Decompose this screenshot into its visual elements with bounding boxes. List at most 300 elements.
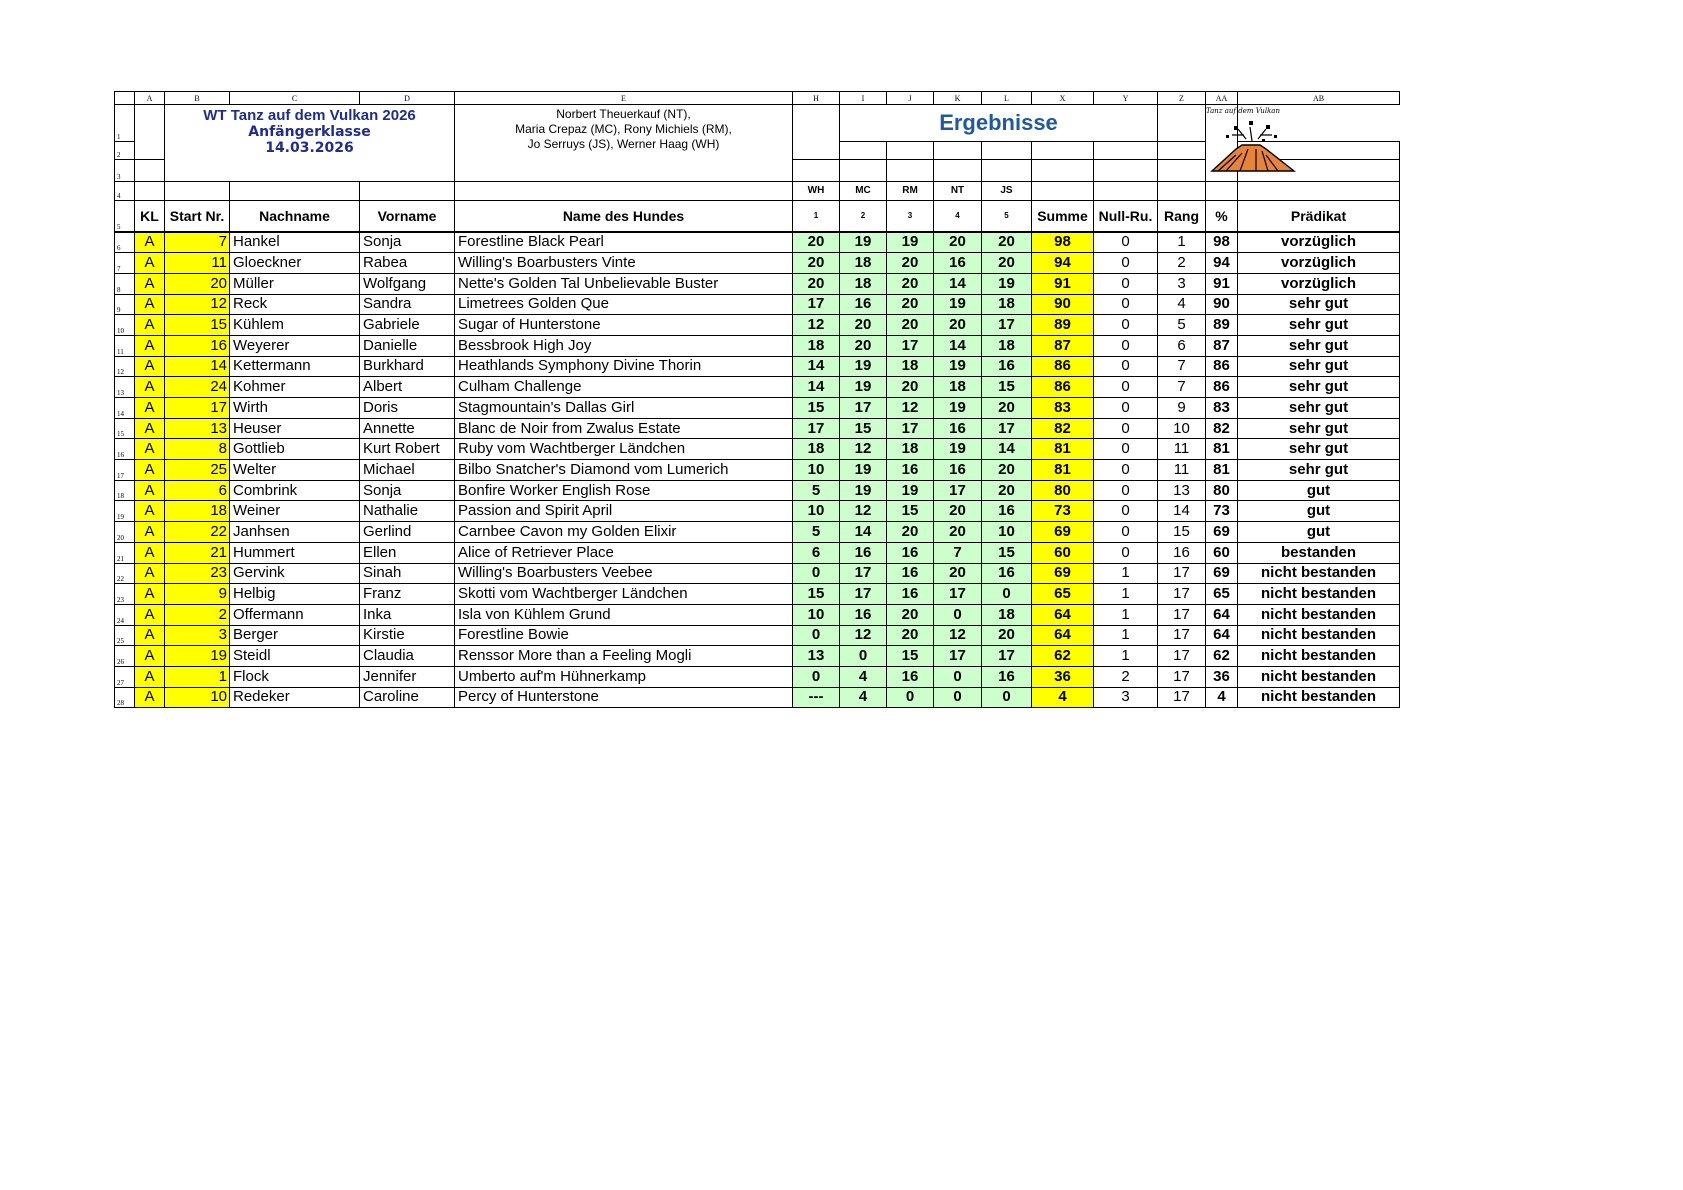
praedikat-cell: sehr gut: [1238, 335, 1400, 356]
praedikat-cell: nicht bestanden: [1238, 604, 1400, 625]
row-number: 11: [115, 335, 135, 356]
score-rm-cell: 16: [887, 542, 934, 563]
start-nr-cell: 7: [165, 232, 230, 253]
row-number: 9: [115, 294, 135, 315]
row-number: 8: [115, 273, 135, 294]
score-wh-cell: 13: [793, 646, 840, 667]
nachname-cell: Offermann: [230, 604, 360, 625]
summe-cell: 87: [1032, 335, 1094, 356]
vorname-cell: Sonja: [360, 232, 455, 253]
dog-name-cell: Percy of Hunterstone: [455, 687, 793, 708]
row-number: 19: [115, 501, 135, 522]
score-mc-cell: 18: [840, 273, 887, 294]
row-number: 4: [115, 182, 135, 201]
row-number: 23: [115, 584, 135, 605]
vorname-cell: Michael: [360, 460, 455, 481]
null-ru-cell: 0: [1094, 273, 1158, 294]
dog-name-cell: Bessbrook High Joy: [455, 335, 793, 356]
empty-cell: [1158, 182, 1206, 201]
rang-cell: 13: [1158, 480, 1206, 501]
summe-cell: 83: [1032, 398, 1094, 419]
null-ru-cell: 0: [1094, 232, 1158, 253]
column-letter: AA: [1206, 92, 1238, 105]
rang-cell: 1: [1158, 232, 1206, 253]
score-nt-cell: 16: [934, 418, 982, 439]
percent-cell: 65: [1206, 584, 1238, 605]
rang-cell: 17: [1158, 584, 1206, 605]
header-rang: Rang: [1158, 201, 1206, 232]
score-mc-cell: 20: [840, 315, 887, 336]
vorname-cell: Kirstie: [360, 625, 455, 646]
rang-cell: 7: [1158, 356, 1206, 377]
score-wh-cell: 17: [793, 418, 840, 439]
vorname-cell: Wolfgang: [360, 273, 455, 294]
dog-name-cell: Forestline Bowie: [455, 625, 793, 646]
score-js-cell: 19: [982, 273, 1032, 294]
row-number: 20: [115, 522, 135, 543]
row-number: 6: [115, 232, 135, 253]
praedikat-cell: sehr gut: [1238, 294, 1400, 315]
score-mc-cell: 4: [840, 666, 887, 687]
vorname-cell: Jennifer: [360, 666, 455, 687]
dog-name-cell: Nette's Golden Tal Unbelievable Buster: [455, 273, 793, 294]
score-mc-cell: 19: [840, 356, 887, 377]
column-letter: C: [230, 92, 360, 105]
rang-cell: 6: [1158, 335, 1206, 356]
empty-cell: [1094, 182, 1158, 201]
summe-cell: 60: [1032, 542, 1094, 563]
score-rm-cell: 20: [887, 253, 934, 274]
score-nt-cell: 7: [934, 542, 982, 563]
praedikat-cell: vorzüglich: [1238, 232, 1400, 253]
table-row: [115, 501, 1400, 522]
praedikat-cell: vorzüglich: [1238, 253, 1400, 274]
header-praedikat: Prädikat: [1238, 201, 1400, 232]
kl-cell: A: [135, 625, 165, 646]
table-row: [115, 356, 1400, 377]
header-hund: Name des Hundes: [455, 201, 793, 232]
score-mc-cell: 16: [840, 542, 887, 563]
score-nt-cell: 20: [934, 501, 982, 522]
score-js-cell: 18: [982, 294, 1032, 315]
summe-cell: 64: [1032, 604, 1094, 625]
judges-list: [455, 105, 793, 160]
score-nt-cell: 16: [934, 253, 982, 274]
dog-name-cell: Heathlands Symphony Divine Thorin: [455, 356, 793, 377]
results-title: Ergebnisse: [840, 105, 1158, 142]
start-nr-cell: 18: [165, 501, 230, 522]
null-ru-cell: 0: [1094, 418, 1158, 439]
nachname-cell: Helbig: [230, 584, 360, 605]
header-null-ru: Null-Ru.: [1094, 201, 1158, 232]
dog-name-cell: Blanc de Noir from Zwalus Estate: [455, 418, 793, 439]
summe-cell: 62: [1032, 646, 1094, 667]
empty-cell: [135, 160, 165, 182]
start-nr-cell: 23: [165, 563, 230, 584]
vorname-cell: Kurt Robert: [360, 439, 455, 460]
percent-cell: 69: [1206, 563, 1238, 584]
judge-code: WH: [793, 182, 840, 201]
table-row: [115, 273, 1400, 294]
score-rm-cell: 20: [887, 315, 934, 336]
score-js-cell: 20: [982, 232, 1032, 253]
score-rm-cell: 20: [887, 625, 934, 646]
percent-cell: 36: [1206, 666, 1238, 687]
start-nr-cell: 8: [165, 439, 230, 460]
null-ru-cell: 0: [1094, 356, 1158, 377]
score-mc-cell: 17: [840, 398, 887, 419]
nachname-cell: Kettermann: [230, 356, 360, 377]
row-number: 22: [115, 563, 135, 584]
column-letter: I: [840, 92, 887, 105]
score-nt-cell: 20: [934, 563, 982, 584]
table-row: [115, 687, 1400, 708]
corner-cell: [115, 92, 135, 105]
judge-codes-row: [115, 182, 1400, 201]
summe-cell: 86: [1032, 377, 1094, 398]
table-row: [115, 646, 1400, 667]
rang-cell: 4: [1158, 294, 1206, 315]
nachname-cell: Welter: [230, 460, 360, 481]
score-rm-cell: 19: [887, 480, 934, 501]
start-nr-cell: 11: [165, 253, 230, 274]
rang-cell: 14: [1158, 501, 1206, 522]
header-summe: Summe: [1032, 201, 1094, 232]
table-row: [115, 335, 1400, 356]
percent-cell: 89: [1206, 315, 1238, 336]
score-wh-cell: 14: [793, 377, 840, 398]
praedikat-cell: sehr gut: [1238, 418, 1400, 439]
percent-cell: 98: [1206, 232, 1238, 253]
judge-number: 1: [793, 201, 840, 232]
null-ru-cell: 0: [1094, 480, 1158, 501]
null-ru-cell: 1: [1094, 584, 1158, 605]
score-nt-cell: 20: [934, 522, 982, 543]
score-js-cell: 18: [982, 604, 1032, 625]
nachname-cell: Hankel: [230, 232, 360, 253]
summe-cell: 65: [1032, 584, 1094, 605]
judge-number: 5: [982, 201, 1032, 232]
empty-cell: [1206, 182, 1238, 201]
percent-cell: 87: [1206, 335, 1238, 356]
nachname-cell: Wirth: [230, 398, 360, 419]
rang-cell: 10: [1158, 418, 1206, 439]
column-letter: E: [455, 92, 793, 105]
null-ru-cell: 0: [1094, 460, 1158, 481]
score-nt-cell: 0: [934, 604, 982, 625]
header-nachname: Nachname: [230, 201, 360, 232]
vorname-cell: Albert: [360, 377, 455, 398]
event-title: [165, 105, 455, 160]
column-letter: J: [887, 92, 934, 105]
rang-cell: 17: [1158, 687, 1206, 708]
praedikat-cell: gut: [1238, 480, 1400, 501]
row-number: 1: [115, 105, 135, 142]
score-js-cell: 20: [982, 253, 1032, 274]
summe-cell: 82: [1032, 418, 1094, 439]
column-letter: H: [793, 92, 840, 105]
score-js-cell: 17: [982, 418, 1032, 439]
start-nr-cell: 15: [165, 315, 230, 336]
empty-cell: [230, 182, 360, 201]
column-letter: A: [135, 92, 165, 105]
score-wh-cell: ---: [793, 687, 840, 708]
judges-line-2: Maria Crepaz (MC), Rony Michiels (RM),: [515, 122, 732, 136]
score-wh-cell: 20: [793, 273, 840, 294]
table-row: [115, 625, 1400, 646]
logo-caption: Tanz auf dem Vulkan: [1206, 107, 1280, 115]
kl-cell: A: [135, 398, 165, 419]
summe-cell: 64: [1032, 625, 1094, 646]
score-js-cell: 20: [982, 398, 1032, 419]
kl-cell: A: [135, 460, 165, 481]
score-mc-cell: 19: [840, 460, 887, 481]
rang-cell: 17: [1158, 625, 1206, 646]
score-js-cell: 16: [982, 356, 1032, 377]
header-row-1: [115, 105, 1400, 142]
row-number: 25: [115, 625, 135, 646]
empty-cell: [135, 105, 165, 142]
row-number: 15: [115, 418, 135, 439]
empty-cell: [1094, 142, 1158, 160]
vorname-cell: Claudia: [360, 646, 455, 667]
dog-name-cell: Skotti vom Wachtberger Ländchen: [455, 584, 793, 605]
percent-cell: 91: [1206, 273, 1238, 294]
nachname-cell: Gottlieb: [230, 439, 360, 460]
vorname-cell: Annette: [360, 418, 455, 439]
percent-cell: 62: [1206, 646, 1238, 667]
score-rm-cell: 15: [887, 501, 934, 522]
rang-cell: 17: [1158, 563, 1206, 584]
empty-cell: [1158, 160, 1206, 182]
kl-cell: A: [135, 315, 165, 336]
praedikat-cell: nicht bestanden: [1238, 625, 1400, 646]
null-ru-cell: 0: [1094, 439, 1158, 460]
row-number: 5: [115, 201, 135, 232]
dog-name-cell: Bilbo Snatcher's Diamond vom Lumerich: [455, 460, 793, 481]
score-rm-cell: 18: [887, 439, 934, 460]
empty-cell: [360, 182, 455, 201]
score-js-cell: 10: [982, 522, 1032, 543]
vorname-cell: Rabea: [360, 253, 455, 274]
score-nt-cell: 14: [934, 273, 982, 294]
start-nr-cell: 25: [165, 460, 230, 481]
score-nt-cell: 0: [934, 687, 982, 708]
score-nt-cell: 20: [934, 232, 982, 253]
score-mc-cell: 19: [840, 480, 887, 501]
percent-cell: 4: [1206, 687, 1238, 708]
summe-cell: 80: [1032, 480, 1094, 501]
empty-cell: [840, 142, 887, 160]
null-ru-cell: 0: [1094, 253, 1158, 274]
kl-cell: A: [135, 480, 165, 501]
score-rm-cell: 20: [887, 273, 934, 294]
score-js-cell: 20: [982, 460, 1032, 481]
vorname-cell: Franz: [360, 584, 455, 605]
start-nr-cell: 12: [165, 294, 230, 315]
nachname-cell: Hummert: [230, 542, 360, 563]
rang-cell: 17: [1158, 646, 1206, 667]
table-row: [115, 439, 1400, 460]
start-nr-cell: 2: [165, 604, 230, 625]
score-nt-cell: 17: [934, 584, 982, 605]
score-rm-cell: 16: [887, 584, 934, 605]
dog-name-cell: Willing's Boarbusters Vinte: [455, 253, 793, 274]
score-mc-cell: 15: [840, 418, 887, 439]
kl-cell: A: [135, 377, 165, 398]
kl-cell: A: [135, 356, 165, 377]
score-js-cell: 14: [982, 439, 1032, 460]
score-rm-cell: 20: [887, 377, 934, 398]
summe-cell: 69: [1032, 522, 1094, 543]
table-row: [115, 666, 1400, 687]
empty-cell: [1032, 182, 1094, 201]
score-wh-cell: 20: [793, 253, 840, 274]
score-mc-cell: 16: [840, 604, 887, 625]
score-js-cell: 16: [982, 563, 1032, 584]
judge-number: 3: [887, 201, 934, 232]
empty-cell: [1094, 160, 1158, 182]
nachname-cell: Weyerer: [230, 335, 360, 356]
empty-cell: [934, 160, 982, 182]
empty-cell: [982, 160, 1032, 182]
nachname-cell: Combrink: [230, 480, 360, 501]
row-number: 18: [115, 480, 135, 501]
praedikat-cell: sehr gut: [1238, 439, 1400, 460]
dog-name-cell: Umberto auf'm Hühnerkamp: [455, 666, 793, 687]
column-letter: L: [982, 92, 1032, 105]
score-rm-cell: 20: [887, 294, 934, 315]
column-letter: K: [934, 92, 982, 105]
empty-cell: [934, 142, 982, 160]
score-wh-cell: 0: [793, 625, 840, 646]
null-ru-cell: 2: [1094, 666, 1158, 687]
kl-cell: A: [135, 335, 165, 356]
table-row: [115, 418, 1400, 439]
praedikat-cell: bestanden: [1238, 542, 1400, 563]
kl-cell: A: [135, 646, 165, 667]
event-name: WT Tanz auf dem Vulkan 2026: [203, 107, 416, 124]
header-kl: KL: [135, 201, 165, 232]
score-rm-cell: 20: [887, 604, 934, 625]
table-row: [115, 460, 1400, 481]
praedikat-cell: gut: [1238, 522, 1400, 543]
score-js-cell: 0: [982, 687, 1032, 708]
percent-cell: 83: [1206, 398, 1238, 419]
table-row: [115, 542, 1400, 563]
rang-cell: 16: [1158, 542, 1206, 563]
praedikat-cell: gut: [1238, 501, 1400, 522]
score-rm-cell: 0: [887, 687, 934, 708]
summe-cell: 69: [1032, 563, 1094, 584]
score-nt-cell: 19: [934, 398, 982, 419]
row-number: 14: [115, 398, 135, 419]
score-wh-cell: 10: [793, 460, 840, 481]
event-date: 14.03.2026: [265, 140, 354, 156]
empty-cell: [1158, 105, 1206, 142]
score-nt-cell: 17: [934, 646, 982, 667]
score-js-cell: 16: [982, 501, 1032, 522]
row-number: 16: [115, 439, 135, 460]
rang-cell: 17: [1158, 604, 1206, 625]
score-mc-cell: 20: [840, 335, 887, 356]
percent-cell: 69: [1206, 522, 1238, 543]
vorname-cell: Ellen: [360, 542, 455, 563]
kl-cell: A: [135, 666, 165, 687]
praedikat-cell: nicht bestanden: [1238, 687, 1400, 708]
praedikat-cell: nicht bestanden: [1238, 563, 1400, 584]
event-logo: [1206, 105, 1280, 182]
score-mc-cell: 17: [840, 563, 887, 584]
score-js-cell: 17: [982, 646, 1032, 667]
rang-cell: 3: [1158, 273, 1206, 294]
score-mc-cell: 0: [840, 646, 887, 667]
kl-cell: A: [135, 232, 165, 253]
empty-cell: [887, 160, 934, 182]
kl-cell: A: [135, 418, 165, 439]
score-rm-cell: 19: [887, 232, 934, 253]
score-js-cell: 20: [982, 480, 1032, 501]
rang-cell: 7: [1158, 377, 1206, 398]
nachname-cell: Steidl: [230, 646, 360, 667]
judge-code: MC: [840, 182, 887, 201]
score-mc-cell: 17: [840, 584, 887, 605]
table-row: [115, 315, 1400, 336]
header-vorname: Vorname: [360, 201, 455, 232]
null-ru-cell: 0: [1094, 377, 1158, 398]
praedikat-cell: sehr gut: [1238, 315, 1400, 336]
nachname-cell: Gloeckner: [230, 253, 360, 274]
score-js-cell: 17: [982, 315, 1032, 336]
rang-cell: 17: [1158, 666, 1206, 687]
row-number: 27: [115, 666, 135, 687]
vorname-cell: Sinah: [360, 563, 455, 584]
score-rm-cell: 16: [887, 563, 934, 584]
percent-cell: 64: [1206, 625, 1238, 646]
rang-cell: 2: [1158, 253, 1206, 274]
score-wh-cell: 6: [793, 542, 840, 563]
summe-cell: 36: [1032, 666, 1094, 687]
nachname-cell: Gervink: [230, 563, 360, 584]
kl-cell: A: [135, 563, 165, 584]
row-number: 28: [115, 687, 135, 708]
score-wh-cell: 15: [793, 584, 840, 605]
dog-name-cell: Carnbee Cavon my Golden Elixir: [455, 522, 793, 543]
rang-cell: 9: [1158, 398, 1206, 419]
dog-name-cell: Limetrees Golden Que: [455, 294, 793, 315]
empty-cell: [135, 142, 165, 160]
null-ru-cell: 0: [1094, 398, 1158, 419]
empty-cell: [455, 160, 793, 182]
empty-cell: [1158, 142, 1206, 160]
nachname-cell: Müller: [230, 273, 360, 294]
score-wh-cell: 5: [793, 522, 840, 543]
judge-number: 4: [934, 201, 982, 232]
score-wh-cell: 0: [793, 666, 840, 687]
vorname-cell: Burkhard: [360, 356, 455, 377]
row-number: 10: [115, 315, 135, 336]
kl-cell: A: [135, 542, 165, 563]
percent-cell: 81: [1206, 460, 1238, 481]
event-class: Anfängerklasse: [248, 124, 371, 140]
score-wh-cell: 12: [793, 315, 840, 336]
row-number: 21: [115, 542, 135, 563]
summe-cell: 91: [1032, 273, 1094, 294]
percent-cell: 94: [1206, 253, 1238, 274]
empty-cell: [982, 142, 1032, 160]
null-ru-cell: 0: [1094, 315, 1158, 336]
null-ru-cell: 0: [1094, 522, 1158, 543]
